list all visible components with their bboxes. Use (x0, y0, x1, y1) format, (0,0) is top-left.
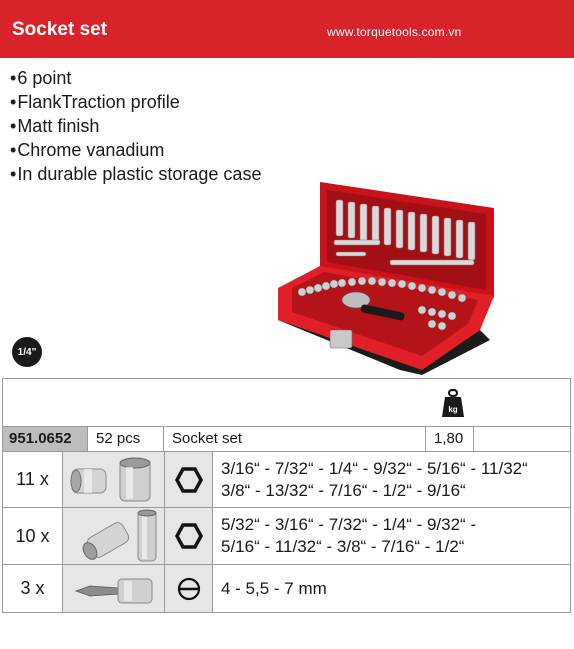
feature-item: • In durable plastic storage case (10, 162, 261, 186)
slotted-icon (165, 565, 213, 612)
article-number: 951.0652 (3, 427, 88, 451)
size-list (213, 508, 570, 564)
size-line: 3/16“ - 7/32“ - 1/4“ - 9/32“ - 5/16“ - 11/32“ (221, 458, 528, 478)
drive-size-badge: 1/4" (12, 337, 42, 367)
size-line: 4 - 5,5 - 7 mm (221, 578, 327, 598)
feature-list (10, 66, 261, 186)
table-row (2, 565, 571, 613)
article-description: Socket set (164, 427, 426, 451)
item-quantity: 10 x (3, 508, 63, 564)
empty-cell (474, 427, 570, 451)
feature-item: • FlankTraction profile (10, 90, 261, 114)
product-table (2, 378, 571, 613)
feature-item: • Chrome vanadium (10, 138, 261, 162)
item-quantity: 3 x (3, 565, 63, 612)
weight-icon (442, 389, 464, 417)
table-row (2, 452, 571, 508)
size-line: 3/8“ - 13/32“ - 7/16“ - 1/2“ - 9/16“ (221, 480, 466, 500)
table-row (2, 508, 571, 565)
socket-set-case-image (272, 180, 502, 375)
deep-socket-image (63, 508, 165, 564)
size-list (213, 565, 570, 612)
standard-socket-image (63, 452, 165, 507)
article-row (2, 426, 571, 452)
feature-item: • 6 point (10, 66, 261, 90)
hexagon-icon (165, 508, 213, 564)
feature-item: • Matt finish (10, 114, 261, 138)
slotted-bit-socket-image (63, 565, 165, 612)
size-line: 5/32“ - 3/16“ - 7/32“ - 1/4“ - 9/32“ - (221, 515, 477, 534)
table-header (2, 378, 571, 426)
header-bar (0, 0, 574, 58)
hexagon-icon (165, 452, 213, 507)
size-line: 5/16“ - 11/32“ - 3/8“ - 7/16“ - 1/2“ (221, 537, 465, 556)
svg-text:kg: kg (448, 405, 458, 414)
size-list (213, 452, 570, 507)
website-link[interactable]: www.torquetools.com.vn (327, 25, 462, 39)
article-weight: 1,80 (426, 427, 474, 451)
item-quantity: 11 x (3, 452, 63, 507)
piece-count: 52 pcs (88, 427, 164, 451)
page-title: Socket set (12, 19, 108, 40)
